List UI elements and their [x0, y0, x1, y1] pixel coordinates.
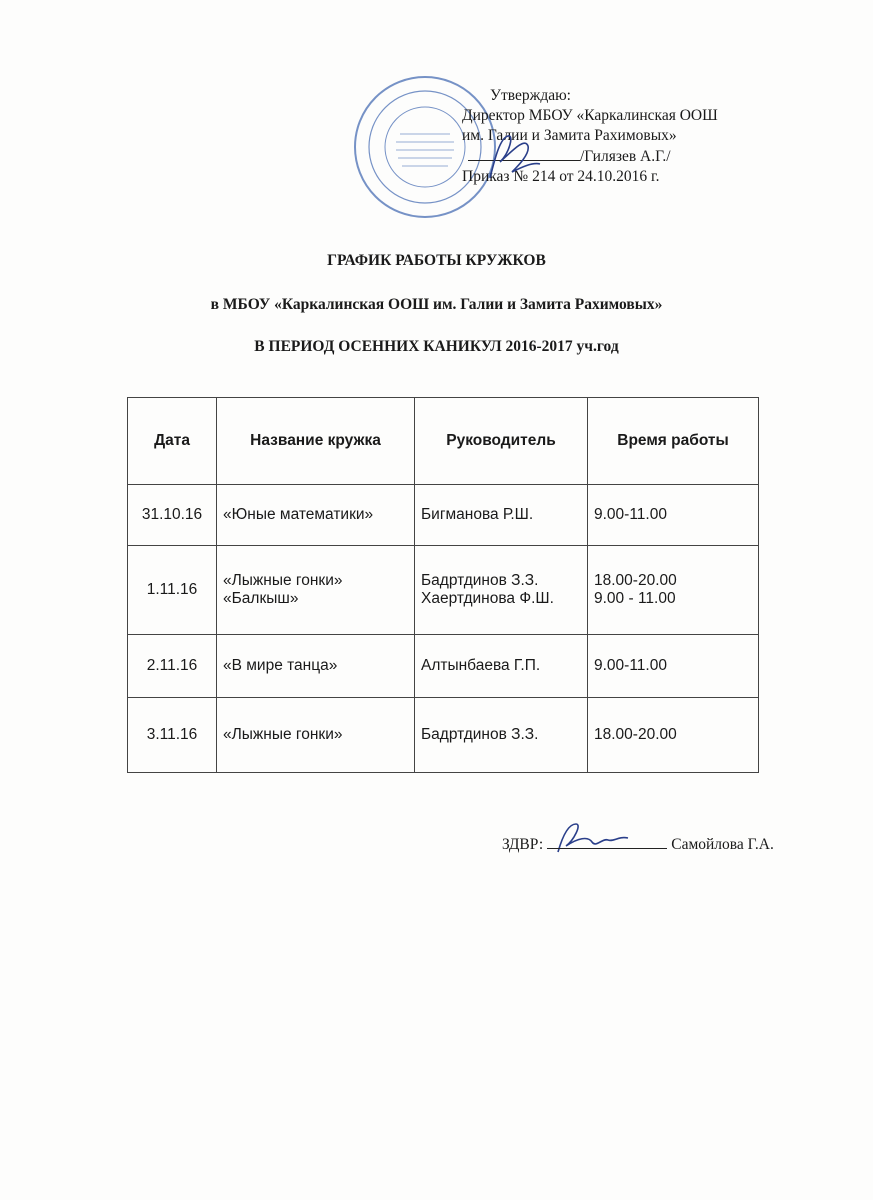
time-range: 18.00-20.00	[594, 572, 677, 589]
signature-line	[547, 836, 667, 849]
time-range: 18.00-20.00	[594, 726, 677, 743]
cell-date: 31.10.16	[128, 485, 217, 546]
time-range: 9.00-11.00	[594, 657, 667, 674]
footer-name: Самойлова Г.А.	[671, 836, 774, 853]
approval-school: им. Галии и Замита Рахимовых»	[462, 127, 677, 144]
cell-time	[588, 485, 759, 546]
organization-title: в МБОУ «Каркалинская ООШ им. Галии и Замита Рахимовых»	[210, 296, 663, 313]
approval-order: Приказ № 214 от 24.10.2016 г.	[462, 168, 660, 185]
club-name: «Лыжные гонки»	[223, 572, 343, 589]
club-name: «Юные математики»	[223, 506, 374, 523]
cell-club	[217, 635, 415, 698]
table-header-row	[128, 398, 759, 485]
approval-director: Директор МБОУ «Каркалинская ООШ	[462, 107, 718, 124]
approval-director-name: /Гилязев А.Г./	[580, 148, 671, 165]
header-date: Дата	[128, 398, 217, 485]
club-name: «Лыжные гонки»	[223, 726, 343, 743]
approval-heading: Утверждаю:	[490, 87, 571, 104]
director-signature	[470, 128, 550, 183]
cell-club	[217, 546, 415, 635]
header-club: Название кружка	[217, 398, 415, 485]
leader-name: Хаертдинова Ф.Ш.	[421, 590, 554, 607]
leader-name: Бадртдинов З.З.	[421, 726, 539, 743]
table-row	[128, 698, 759, 773]
leader-name: Бигманова Р.Ш.	[421, 506, 534, 523]
leader-name: Алтынбаева Г.П.	[421, 657, 541, 674]
header-leader: Руководитель	[415, 398, 588, 485]
cell-club	[217, 485, 415, 546]
time-range: 9.00 - 11.00	[594, 590, 676, 607]
cell-date: 2.11.16	[128, 635, 217, 698]
cell-time	[588, 698, 759, 773]
footer-signature-block	[502, 836, 774, 854]
cell-time	[588, 635, 759, 698]
club-name: «Балкыш»	[223, 590, 299, 607]
header-time: Время работы	[588, 398, 759, 485]
document-title: ГРАФИК РАБОТЫ КРУЖКОВ	[327, 252, 546, 269]
table-row	[128, 546, 759, 635]
cell-date: 1.11.16	[128, 546, 217, 635]
table-row	[128, 485, 759, 546]
leader-name: Бадртдинов З.З.	[421, 572, 539, 589]
schedule-table	[127, 397, 759, 773]
cell-time	[588, 546, 759, 635]
cell-leader	[415, 485, 588, 546]
cell-leader	[415, 698, 588, 773]
cell-leader	[415, 546, 588, 635]
footer-role: ЗДВР:	[502, 836, 544, 853]
period-title: В ПЕРИОД ОСЕННИХ КАНИКУЛ 2016-2017 уч.год	[254, 338, 619, 355]
cell-club	[217, 698, 415, 773]
cell-leader	[415, 635, 588, 698]
club-name: «В мире танца»	[223, 657, 338, 674]
cell-date: 3.11.16	[128, 698, 217, 773]
table-row	[128, 635, 759, 698]
time-range: 9.00-11.00	[594, 506, 667, 523]
